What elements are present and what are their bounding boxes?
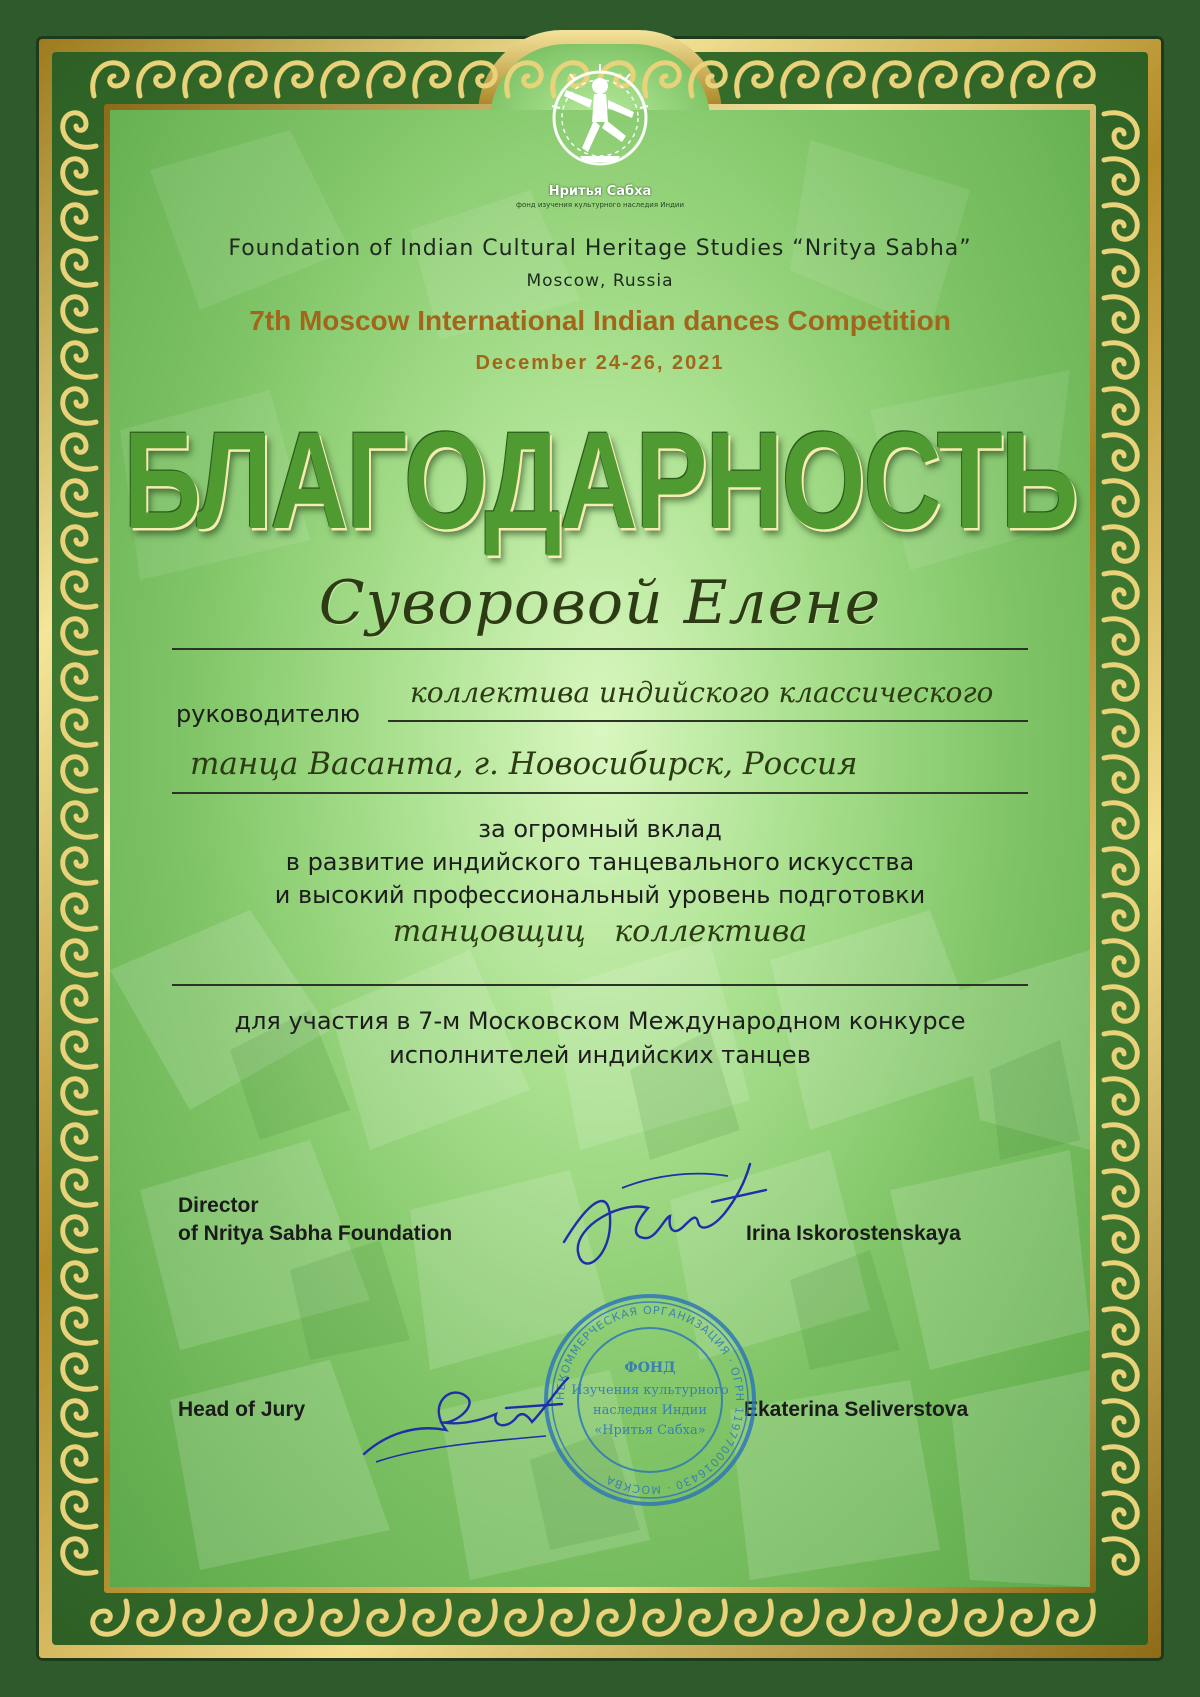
reason-line-2: в развитие индийского танцевального искусства <box>285 848 915 876</box>
jury-signature <box>356 1364 576 1474</box>
role-line-2: танца Васанта, г. Новосибирск, Россия <box>190 746 858 782</box>
reason-line-3: и высокий профессиональный уровень подготовки <box>274 881 926 909</box>
director-role-line-2: of Nritya Sabha Foundation <box>178 1222 453 1245</box>
role-underline-1 <box>388 720 1028 722</box>
organization-city: Moscow, Russia <box>526 271 674 291</box>
certificate-heading: БЛАГОДАРНОСТЬ <box>123 402 1077 558</box>
organization-name: Foundation of Indian Cultural Heritage Studies “Nritya Sabha” <box>228 236 972 261</box>
director-role-line-1: Director <box>178 1194 259 1217</box>
competition-title: 7th Moscow International Indian dances Competition <box>249 305 951 336</box>
name-underline <box>172 648 1028 650</box>
stamp-ring-text: НЕКОММЕРЧЕСКАЯ ОРГАНИЗАЦИЯ · ОГРН 1197700016430 · МОСКВА <box>553 1303 747 1497</box>
jury-name: Ekaterina Seliverstova <box>744 1398 969 1421</box>
stamp-line-1: ФОНД <box>624 1360 676 1376</box>
director-name: Irina Iskorostenskaya <box>746 1222 961 1245</box>
occasion-line-2: исполнителей индийских танцев <box>389 1041 811 1069</box>
director-role <box>178 1192 452 1248</box>
role-line-1: коллектива индийского классического <box>410 676 994 709</box>
role-label: руководителю <box>176 700 360 728</box>
dancer-emblem-icon <box>530 56 670 184</box>
occasion-line-1: для участия в 7-м Московском Международном конкурсе <box>234 1007 966 1035</box>
nritya-sabha-logo <box>515 56 685 209</box>
stamp-line-2: Изучения культурного <box>571 1383 729 1398</box>
logo-subtitle: фонд изучения культурного наследия Индии <box>515 201 685 209</box>
recipient-name: Суворовой Елене <box>318 568 882 638</box>
role-underline-2 <box>172 792 1028 794</box>
logo-title: Нритья Сабха <box>548 184 652 199</box>
stamp-line-4: «Нритья Сабха» <box>594 1423 706 1438</box>
stamp-line-3: наследия Индии <box>593 1403 707 1418</box>
competition-dates: December 24-26, 2021 <box>475 352 725 374</box>
jury-role: Head of Jury <box>178 1398 306 1421</box>
director-signature <box>552 1156 772 1286</box>
reason-line-1: за огромный вклад <box>478 815 722 843</box>
reason-handwritten: танцовщиц коллектива <box>392 914 808 949</box>
reason-underline <box>172 984 1028 986</box>
svg-text:НЕКОММЕРЧЕСКАЯ ОРГАНИЗАЦИЯ · О <box>554 1304 746 1496</box>
